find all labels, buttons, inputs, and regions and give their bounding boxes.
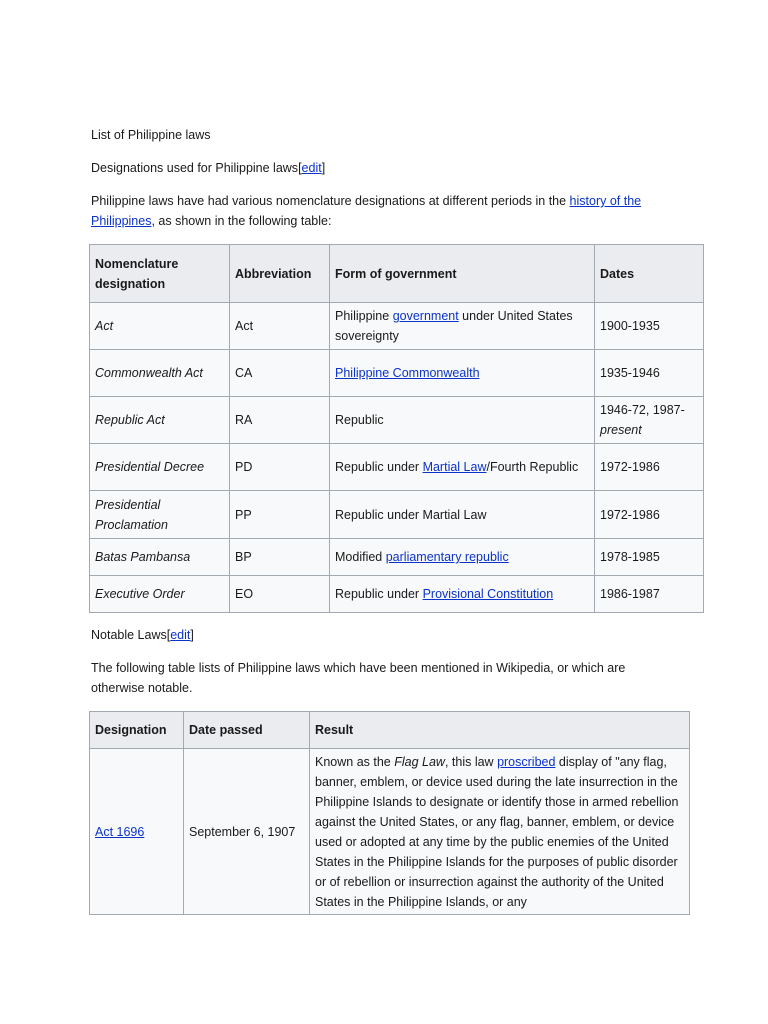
dates-text: 1946-72, 1987- — [600, 403, 685, 417]
dates-cell — [595, 491, 704, 539]
designations-table — [89, 244, 704, 613]
dates-text: 1900-1935 — [600, 319, 660, 333]
abbreviation-cell: Act — [230, 303, 330, 350]
government-text: Modified — [335, 550, 386, 564]
result-italic: Flag Law — [394, 754, 445, 769]
government-link[interactable]: parliamentary republic — [385, 550, 509, 564]
designation-cell: Batas Pambansa — [90, 539, 230, 576]
designation-cell: Commonwealth Act — [90, 350, 230, 397]
government-link[interactable]: Philippine Commonwealth — [335, 366, 480, 380]
intro-text: Philippine laws have had various nomenclature designations at different periods in the — [91, 194, 570, 208]
law-link[interactable]: Act 1696 — [95, 824, 145, 839]
dates-text: 1972-1986 — [600, 460, 660, 474]
column-header: Dates — [595, 245, 704, 303]
designations-intro — [91, 191, 691, 231]
abbreviation-cell: BP — [230, 539, 330, 576]
table-row — [90, 576, 704, 613]
result-text-mid: , this law — [444, 754, 498, 769]
result-text: Known as the — [315, 754, 395, 769]
section-heading-designations: Designations used for Philippine laws[edit] — [91, 161, 326, 175]
edit-link[interactable]: edit — [301, 161, 322, 175]
government-cell — [330, 491, 595, 539]
designation-cell: Presidential Decree — [90, 444, 230, 491]
abbreviation-cell: EO — [230, 576, 330, 613]
government-text: Republic — [335, 413, 384, 427]
government-cell — [330, 444, 595, 491]
table-row — [90, 303, 704, 350]
designation-cell: Executive Order — [90, 576, 230, 613]
government-link[interactable]: government — [392, 309, 459, 323]
table-row — [90, 397, 704, 444]
designation-cell: Republic Act — [90, 397, 230, 444]
government-link[interactable]: Provisional Constitution — [422, 587, 554, 601]
column-header: Abbreviation — [230, 245, 330, 303]
dates-cell — [595, 444, 704, 491]
section-heading-notable: Notable Laws[edit] — [91, 628, 194, 642]
abbreviation-cell: PD — [230, 444, 330, 491]
dates-text: 1978-1985 — [600, 550, 660, 564]
government-text-after: /Fourth Republic — [486, 460, 579, 474]
table-row — [90, 749, 690, 915]
abbreviation-cell: RA — [230, 397, 330, 444]
column-header: Designation — [90, 712, 184, 749]
designation-cell — [90, 749, 184, 915]
dates-text: 1972-1986 — [600, 507, 660, 522]
government-cell — [330, 576, 595, 613]
result-cell — [310, 749, 690, 915]
notable-intro: The following table lists of Philippine laws which have been mentioned in Wikipedia, or which are otherwise notable. — [91, 661, 626, 695]
proscribed-link[interactable]: proscribed — [497, 754, 556, 769]
table-row — [90, 491, 704, 539]
table-header-row — [90, 245, 704, 303]
dates-cell — [595, 350, 704, 397]
dates-cell — [595, 539, 704, 576]
section-heading-text: Notable Laws — [91, 628, 167, 642]
government-link[interactable]: Martial Law — [422, 460, 487, 474]
government-text: Republic under — [335, 460, 423, 474]
government-text: Philippine — [335, 309, 393, 323]
government-text: Republic under Martial Law — [335, 507, 487, 522]
dates-cell — [595, 576, 704, 613]
intro-text-after: , as shown in the following table: — [151, 214, 332, 228]
abbreviation-cell: PP — [230, 491, 330, 539]
government-cell — [330, 303, 595, 350]
page-title: List of Philippine laws — [91, 128, 211, 142]
table-row — [90, 539, 704, 576]
dates-text: 1935-1946 — [600, 366, 660, 380]
government-text: Republic under — [335, 587, 423, 601]
designation-cell: Presidential Proclamation — [90, 491, 230, 539]
dates-text: 1986-1987 — [600, 587, 660, 601]
edit-link[interactable]: edit — [170, 628, 191, 642]
dates-cell — [595, 303, 704, 350]
result-text-after: display of "any flag, banner, emblem, or device used during the late insurrection in the Philippine Islands to designate or identify those in armed rebellion against the United States, or any flag, banner, emblem, or device used or adopted at any time by the public enemies of the United States in the Philippine Islands for the purposes of public disorder or of rebellion or insurrection against the authority of the United States in the Philippine Islands, or any — [315, 754, 679, 909]
designation-cell: Act — [90, 303, 230, 350]
column-header: Nomenclature designation — [90, 245, 230, 303]
dates-cell — [595, 397, 704, 444]
table-row — [90, 350, 704, 397]
government-cell — [330, 350, 595, 397]
table-header-row — [90, 712, 690, 749]
government-cell — [330, 397, 595, 444]
column-header: Form of government — [330, 245, 595, 303]
table-row — [90, 444, 704, 491]
government-text-after: under United States sovereignty — [335, 309, 573, 343]
dates-note: present — [600, 423, 642, 437]
section-heading-text: Designations used for Philippine laws — [91, 161, 299, 175]
government-cell — [330, 539, 595, 576]
history-link[interactable]: history of the Philippines — [91, 194, 642, 228]
laws-table — [89, 711, 690, 915]
abbreviation-cell: CA — [230, 350, 330, 397]
column-header: Result — [310, 712, 690, 749]
date-passed-cell: September 6, 1907 — [184, 749, 310, 915]
column-header: Date passed — [184, 712, 310, 749]
